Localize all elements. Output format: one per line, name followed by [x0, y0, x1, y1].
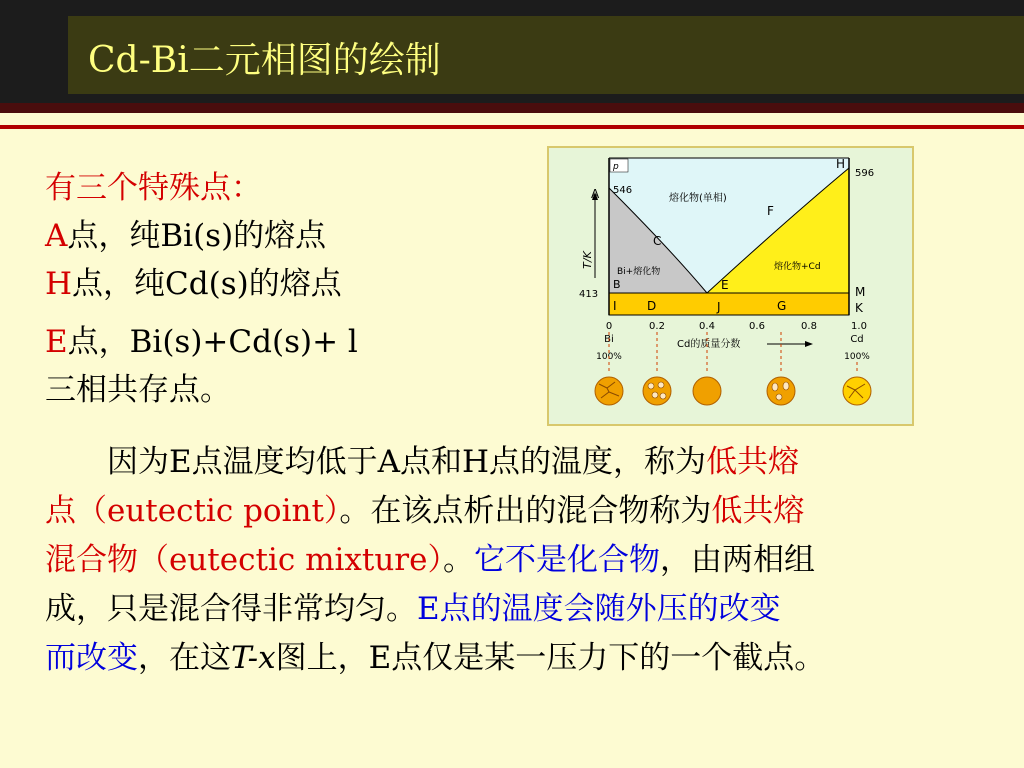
cd-pct: 100% [844, 352, 870, 362]
label-b: B [613, 278, 621, 291]
point-h-letter: H [45, 266, 73, 302]
label-i: I [613, 299, 617, 313]
t-axis-label: T/K [581, 251, 594, 269]
para-line-3 [45, 536, 995, 585]
label-h: H [836, 157, 846, 171]
x-tick-0: 0 [605, 321, 613, 332]
tx-term: T-x [231, 640, 276, 676]
label-j: J [717, 300, 721, 314]
not-compound-note: 它不是化合物 [473, 542, 660, 578]
slide-title: Cd-Bi二元相图的绘制 [88, 40, 441, 81]
para-text: 。在该点析出的混合物称为 [339, 493, 712, 529]
label-a: A [591, 187, 600, 201]
temp-596: 596 [855, 168, 875, 179]
pressure-note-2: 而改变 [45, 640, 138, 676]
term-eutectic-point-2: 点 [45, 493, 76, 529]
point-a-line [45, 212, 358, 260]
point-e-text: 点，Bi(s)+Cd(s)+ l [67, 324, 358, 360]
label-m: M [855, 285, 866, 299]
temp-413: 413 [579, 289, 599, 300]
x-tick-2: 0.4 [699, 321, 715, 332]
label-e: E [721, 278, 729, 292]
term-eutectic-mixture: 低共熔 [711, 493, 805, 529]
x-axis-label: Cd的质量分数 [677, 339, 741, 350]
region-melt-label: 熔化物(单相) [669, 193, 727, 204]
label-k: K [855, 301, 863, 315]
point-e-letter: E [45, 324, 68, 360]
temp-546: 546 [613, 185, 633, 196]
para-text: ，由两相组 [659, 542, 815, 578]
x-tick-4: 0.8 [801, 321, 817, 332]
cd-label: Cd [850, 334, 864, 345]
para-line-1 [45, 438, 995, 487]
micro-circle-e [693, 377, 721, 405]
x-tick-3: 0.6 [749, 321, 765, 332]
label-d: D [647, 299, 657, 313]
micro-circle-d [643, 377, 671, 405]
term-eutectic-point: 低共熔 [706, 444, 800, 480]
point-a-letter: A [45, 218, 68, 254]
x-tick-5: 1.0 [851, 321, 867, 332]
para-text: 。 [442, 542, 474, 578]
divider-dark [0, 103, 1024, 113]
point-e-line2: 三相共存点。 [45, 372, 231, 408]
special-points-heading: 有三个特殊点： [45, 170, 262, 206]
point-e-line [45, 318, 358, 366]
para-line-4 [45, 585, 995, 634]
label-g: G [777, 299, 787, 313]
para-text: 成，只是混合得非常均匀。 [45, 591, 417, 627]
phase-diagram [547, 146, 914, 426]
para-text: ，在这 [138, 640, 231, 676]
divider-red [0, 125, 1024, 129]
title-bar [68, 16, 1024, 94]
label-c: C [653, 234, 662, 248]
para-line-5 [45, 634, 995, 683]
para-text: 图上，E点仅是某一压力下的一个截点。 [275, 640, 826, 676]
explanation-paragraph [45, 438, 995, 683]
bi-label: Bi [604, 334, 614, 345]
region-bi-label: Bi+熔化物 [617, 267, 661, 277]
pressure-label: p [613, 162, 619, 172]
para-text: 因为E点温度均低于A点和H点的温度，称为 [107, 444, 707, 480]
pressure-note: E点的温度会随外压的改变 [417, 591, 781, 627]
micro-circle-g [767, 377, 795, 405]
special-points-text [45, 164, 358, 414]
point-h-line [45, 260, 358, 308]
bi-pct: 100% [596, 352, 622, 362]
para-line-2 [45, 487, 995, 536]
point-h-text: 点，纯Cd(s)的熔点 [72, 266, 342, 302]
point-a-text: 点，纯Bi(s)的熔点 [67, 218, 327, 254]
label-f: F [767, 204, 774, 218]
micro-circle-cd [843, 377, 871, 405]
term-eutectic-point-en: （eutectic point） [76, 493, 340, 529]
term-eutectic-mixture-2: 混合物（eutectic mixture） [45, 542, 443, 578]
region-cd-label: 熔化物+Cd [774, 262, 821, 272]
microstructure-circles [595, 377, 871, 405]
solid-band [609, 293, 849, 315]
x-tick-1: 0.2 [649, 321, 665, 332]
